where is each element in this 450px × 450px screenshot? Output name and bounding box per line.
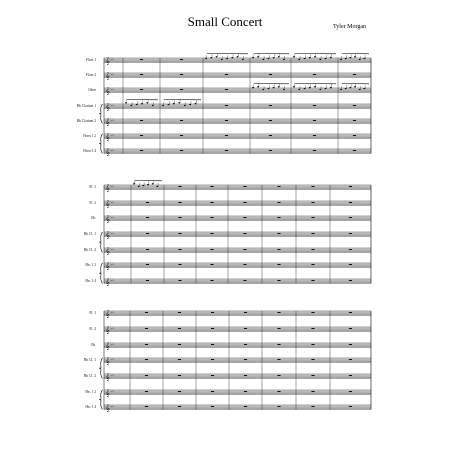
treble-clef: 𝄞 bbox=[105, 132, 110, 141]
whole-rest bbox=[178, 233, 181, 234]
note-head bbox=[309, 87, 311, 88]
whole-rest bbox=[178, 264, 181, 265]
whole-rest bbox=[244, 406, 247, 407]
note-head bbox=[319, 89, 321, 90]
key-signature: ♭♭ bbox=[110, 277, 115, 283]
note-head bbox=[216, 56, 218, 57]
whole-rest bbox=[353, 120, 356, 121]
treble-clef: 𝄞 bbox=[105, 230, 110, 239]
whole-rest bbox=[313, 120, 316, 121]
whole-rest bbox=[349, 375, 352, 376]
treble-clef: 𝄞 bbox=[105, 356, 110, 365]
whole-rest bbox=[140, 89, 143, 90]
whole-rest bbox=[311, 344, 314, 345]
whole-rest bbox=[349, 280, 352, 281]
whole-rest bbox=[140, 120, 143, 121]
whole-rest bbox=[349, 202, 352, 203]
whole-rest bbox=[178, 391, 181, 392]
note-head bbox=[314, 86, 316, 87]
score-title: Small Concert bbox=[187, 14, 263, 29]
whole-rest bbox=[210, 233, 213, 234]
key-signature: ♭♭ bbox=[110, 147, 115, 153]
whole-rest bbox=[311, 264, 314, 265]
key-signature: ♭♭ bbox=[110, 183, 115, 189]
whole-rest bbox=[311, 359, 314, 360]
whole-rest bbox=[311, 312, 314, 313]
whole-rest bbox=[349, 391, 352, 392]
key-signature: ♭♭ bbox=[110, 71, 115, 77]
instrument-label: Hn. 3 4 bbox=[85, 279, 96, 283]
note-head bbox=[152, 105, 154, 106]
whole-rest bbox=[140, 59, 143, 60]
note-head bbox=[345, 88, 347, 89]
whole-rest bbox=[269, 150, 272, 151]
note-head bbox=[349, 87, 351, 88]
note-head bbox=[189, 104, 191, 105]
whole-rest bbox=[178, 328, 181, 329]
note-head bbox=[340, 89, 342, 90]
whole-rest bbox=[180, 135, 183, 136]
note-head bbox=[273, 57, 275, 58]
instrument-label: Horn 3 4 bbox=[83, 149, 96, 153]
note-head bbox=[133, 183, 135, 184]
whole-rest bbox=[243, 280, 246, 281]
whole-rest bbox=[211, 406, 214, 407]
note-head bbox=[156, 186, 158, 187]
whole-rest bbox=[178, 359, 181, 360]
note-head bbox=[237, 56, 239, 57]
treble-clef: 𝄞 bbox=[105, 117, 110, 126]
whole-rest bbox=[349, 344, 352, 345]
whole-rest bbox=[145, 359, 148, 360]
whole-rest bbox=[145, 344, 148, 345]
treble-clef: 𝄞 bbox=[105, 341, 110, 350]
key-signature: ♭♭ bbox=[110, 214, 115, 220]
whole-rest bbox=[349, 312, 352, 313]
whole-rest bbox=[313, 135, 316, 136]
whole-rest bbox=[178, 312, 181, 313]
whole-rest bbox=[353, 135, 356, 136]
instrument-label: Fl. 2 bbox=[89, 201, 96, 205]
whole-rest bbox=[243, 202, 246, 203]
treble-clef: 𝄞 bbox=[105, 199, 110, 208]
instrument-label: Bb Cl. 2 bbox=[83, 374, 96, 378]
instrument-label: Bb Cl. 2 bbox=[83, 248, 96, 252]
instrument-label: Flute 1 bbox=[85, 58, 96, 62]
whole-rest bbox=[349, 359, 352, 360]
whole-rest bbox=[311, 202, 314, 203]
whole-rest bbox=[211, 375, 214, 376]
whole-rest bbox=[277, 375, 280, 376]
treble-clef: 𝄞 bbox=[105, 86, 110, 95]
whole-rest bbox=[244, 375, 247, 376]
note-head bbox=[162, 105, 164, 106]
note-head bbox=[136, 104, 138, 105]
note-head bbox=[268, 58, 270, 59]
note-head bbox=[226, 58, 228, 59]
note-head bbox=[304, 88, 306, 89]
note-head bbox=[309, 57, 311, 58]
staves-layer bbox=[99, 53, 371, 412]
note-head bbox=[354, 56, 356, 57]
whole-rest bbox=[269, 135, 272, 136]
whole-rest bbox=[211, 391, 214, 392]
key-signature: ♭♭ bbox=[110, 86, 115, 92]
whole-rest bbox=[225, 105, 228, 106]
note-head bbox=[142, 185, 144, 186]
whole-rest bbox=[277, 406, 280, 407]
whole-rest bbox=[180, 59, 183, 60]
key-signature: ♭♭ bbox=[110, 246, 115, 252]
instrument-label: Bb Cl. 1 bbox=[83, 232, 96, 236]
whole-rest bbox=[269, 120, 272, 121]
treble-clef: 𝄞 bbox=[105, 309, 110, 318]
whole-rest bbox=[210, 202, 213, 203]
whole-rest bbox=[311, 391, 314, 392]
note-head bbox=[184, 105, 186, 106]
whole-rest bbox=[145, 375, 148, 376]
instrument-label: Bb Cl. 1 bbox=[83, 358, 96, 362]
whole-rest bbox=[311, 375, 314, 376]
whole-rest bbox=[243, 186, 246, 187]
whole-rest bbox=[225, 89, 228, 90]
note-head bbox=[330, 57, 332, 58]
key-signature: ♭♭ bbox=[110, 102, 115, 108]
whole-rest bbox=[180, 89, 183, 90]
whole-rest bbox=[146, 202, 149, 203]
note-head bbox=[268, 88, 270, 89]
whole-rest bbox=[180, 120, 183, 121]
treble-clef: 𝄞 bbox=[105, 183, 110, 192]
whole-rest bbox=[140, 150, 143, 151]
whole-rest bbox=[243, 264, 246, 265]
instrument-label: Hn. 1 2 bbox=[85, 390, 96, 394]
whole-rest bbox=[277, 264, 280, 265]
note-head bbox=[359, 59, 361, 60]
whole-rest bbox=[146, 280, 149, 281]
whole-rest bbox=[178, 217, 181, 218]
whole-rest bbox=[225, 135, 228, 136]
whole-rest bbox=[178, 202, 181, 203]
note-head bbox=[257, 86, 259, 87]
key-signature: ♭♭ bbox=[110, 132, 115, 138]
whole-rest bbox=[145, 406, 148, 407]
whole-rest bbox=[349, 233, 352, 234]
instrument-label: Fl. 2 bbox=[89, 327, 96, 331]
treble-clef: 𝄞 bbox=[105, 388, 110, 397]
instrument-label: Fl. 1 bbox=[89, 185, 96, 189]
instrument-label: Hn. 1 2 bbox=[85, 263, 96, 267]
whole-rest bbox=[210, 217, 213, 218]
whole-rest bbox=[353, 105, 356, 106]
whole-rest bbox=[178, 280, 181, 281]
key-signature: ♭♭ bbox=[110, 117, 115, 123]
whole-rest bbox=[353, 150, 356, 151]
note-head bbox=[173, 103, 175, 104]
whole-rest bbox=[277, 344, 280, 345]
staff-brace bbox=[99, 104, 103, 123]
whole-rest bbox=[244, 312, 247, 313]
note-head bbox=[210, 57, 212, 58]
whole-rest bbox=[140, 74, 143, 75]
note-head bbox=[125, 102, 127, 103]
whole-rest bbox=[311, 406, 314, 407]
whole-rest bbox=[210, 264, 213, 265]
whole-rest bbox=[313, 150, 316, 151]
whole-rest bbox=[243, 217, 246, 218]
composer-name: Tyler Morgan bbox=[333, 24, 366, 30]
note-head bbox=[363, 58, 365, 59]
staff-brace bbox=[99, 390, 103, 409]
whole-rest bbox=[269, 105, 272, 106]
instrument-label: Horn 1 2 bbox=[83, 134, 96, 138]
staff-brace bbox=[99, 134, 103, 153]
note-head bbox=[242, 59, 244, 60]
whole-rest bbox=[146, 233, 149, 234]
whole-rest bbox=[211, 312, 214, 313]
instrument-label: Ob. bbox=[90, 216, 96, 220]
whole-rest bbox=[145, 312, 148, 313]
whole-rest bbox=[349, 249, 352, 250]
whole-rest bbox=[225, 120, 228, 121]
note-head bbox=[178, 102, 180, 103]
whole-rest bbox=[145, 391, 148, 392]
note-head bbox=[349, 57, 351, 58]
whole-rest bbox=[349, 328, 352, 329]
note-head bbox=[221, 59, 223, 60]
note-head bbox=[141, 103, 143, 104]
treble-clef: 𝄞 bbox=[105, 261, 110, 270]
whole-rest bbox=[178, 375, 181, 376]
note-head bbox=[262, 59, 264, 60]
treble-clef: 𝄞 bbox=[105, 277, 110, 286]
note-head bbox=[262, 89, 264, 90]
whole-rest bbox=[178, 406, 181, 407]
whole-rest bbox=[211, 359, 214, 360]
treble-clef: 𝄞 bbox=[105, 403, 110, 412]
whole-rest bbox=[277, 391, 280, 392]
whole-rest bbox=[269, 74, 272, 75]
whole-rest bbox=[277, 217, 280, 218]
whole-rest bbox=[178, 249, 181, 250]
whole-rest bbox=[210, 186, 213, 187]
whole-rest bbox=[277, 233, 280, 234]
whole-rest bbox=[311, 217, 314, 218]
treble-clef: 𝄞 bbox=[105, 102, 110, 111]
note-head bbox=[130, 105, 132, 106]
note-head bbox=[152, 183, 154, 184]
whole-rest bbox=[244, 359, 247, 360]
note-head bbox=[273, 87, 275, 88]
key-signature: ♭♭ bbox=[110, 309, 115, 315]
whole-rest bbox=[349, 186, 352, 187]
note-head bbox=[354, 86, 356, 87]
whole-rest bbox=[277, 328, 280, 329]
treble-clef: 𝄞 bbox=[105, 71, 110, 80]
staff-brace bbox=[99, 263, 103, 283]
whole-rest bbox=[277, 202, 280, 203]
whole-rest bbox=[311, 186, 314, 187]
whole-rest bbox=[210, 280, 213, 281]
whole-rest bbox=[244, 391, 247, 392]
whole-rest bbox=[178, 344, 181, 345]
whole-rest bbox=[277, 359, 280, 360]
whole-rest bbox=[313, 74, 316, 75]
note-head bbox=[195, 103, 197, 104]
whole-rest bbox=[180, 150, 183, 151]
treble-clef: 𝄞 bbox=[105, 214, 110, 223]
note-head bbox=[205, 58, 207, 59]
whole-rest bbox=[225, 150, 228, 151]
whole-rest bbox=[146, 249, 149, 250]
whole-rest bbox=[244, 344, 247, 345]
whole-rest bbox=[349, 406, 352, 407]
key-signature: ♭♭ bbox=[110, 372, 115, 378]
whole-rest bbox=[211, 344, 214, 345]
note-head bbox=[345, 58, 347, 59]
treble-clef: 𝄞 bbox=[105, 147, 110, 156]
note-head bbox=[278, 86, 280, 87]
note-head bbox=[252, 57, 254, 58]
whole-rest bbox=[244, 328, 247, 329]
whole-rest bbox=[178, 186, 181, 187]
whole-rest bbox=[210, 249, 213, 250]
whole-rest bbox=[243, 249, 246, 250]
note-head bbox=[231, 57, 233, 58]
note-head bbox=[298, 89, 300, 90]
whole-rest bbox=[311, 280, 314, 281]
instrument-label: Fl. 1 bbox=[89, 311, 96, 315]
instrument-label: Bb Clarinet 1 bbox=[76, 104, 96, 108]
note-head bbox=[319, 59, 321, 60]
instrument-label: Flute 2 bbox=[85, 73, 96, 77]
key-signature: ♭♭ bbox=[110, 356, 115, 362]
staff-brace bbox=[99, 232, 103, 252]
note-head bbox=[340, 59, 342, 60]
note-head bbox=[304, 58, 306, 59]
instrument-label: Hn. 3 4 bbox=[85, 405, 96, 409]
key-signature: ♭♭ bbox=[110, 56, 115, 62]
note-head bbox=[330, 87, 332, 88]
whole-rest bbox=[313, 105, 316, 106]
whole-rest bbox=[211, 328, 214, 329]
instrument-label: Ob. bbox=[90, 343, 96, 347]
instrument-label: Oboe bbox=[88, 88, 96, 92]
note-head bbox=[293, 86, 295, 87]
note-head bbox=[293, 56, 295, 57]
key-signature: ♭♭ bbox=[110, 388, 115, 394]
treble-clef: 𝄞 bbox=[105, 372, 110, 381]
whole-rest bbox=[353, 74, 356, 75]
treble-clef: 𝄞 bbox=[105, 325, 110, 334]
whole-rest bbox=[145, 328, 148, 329]
key-signature: ♭♭ bbox=[110, 341, 115, 347]
whole-rest bbox=[277, 249, 280, 250]
note-head bbox=[283, 59, 285, 60]
whole-rest bbox=[277, 280, 280, 281]
note-head bbox=[257, 56, 259, 57]
key-signature: ♭♭ bbox=[110, 199, 115, 205]
whole-rest bbox=[277, 186, 280, 187]
whole-rest bbox=[225, 74, 228, 75]
note-head bbox=[359, 89, 361, 90]
note-head bbox=[298, 59, 300, 60]
key-signature: ♭♭ bbox=[110, 403, 115, 409]
whole-rest bbox=[243, 233, 246, 234]
note-head bbox=[138, 186, 140, 187]
whole-rest bbox=[311, 328, 314, 329]
note-head bbox=[314, 56, 316, 57]
whole-rest bbox=[349, 264, 352, 265]
whole-rest bbox=[311, 249, 314, 250]
whole-rest bbox=[349, 217, 352, 218]
whole-rest bbox=[311, 233, 314, 234]
key-signature: ♭♭ bbox=[110, 325, 115, 331]
whole-rest bbox=[140, 135, 143, 136]
instrument-label: Bb Clarinet 2 bbox=[76, 119, 96, 123]
treble-clef: 𝄞 bbox=[105, 56, 110, 65]
whole-rest bbox=[277, 312, 280, 313]
whole-rest bbox=[180, 74, 183, 75]
key-signature: ♭♭ bbox=[110, 261, 115, 267]
note-head bbox=[146, 102, 148, 103]
key-signature: ♭♭ bbox=[110, 230, 115, 236]
note-head bbox=[147, 184, 149, 185]
note-head bbox=[325, 88, 327, 89]
note-head bbox=[363, 88, 365, 89]
note-head bbox=[252, 87, 254, 88]
note-head bbox=[278, 56, 280, 57]
treble-clef: 𝄞 bbox=[105, 246, 110, 255]
whole-rest bbox=[146, 264, 149, 265]
note-head bbox=[283, 89, 285, 90]
note-head bbox=[168, 104, 170, 105]
note-head bbox=[325, 58, 327, 59]
whole-rest bbox=[146, 217, 149, 218]
staff-brace bbox=[99, 358, 103, 378]
